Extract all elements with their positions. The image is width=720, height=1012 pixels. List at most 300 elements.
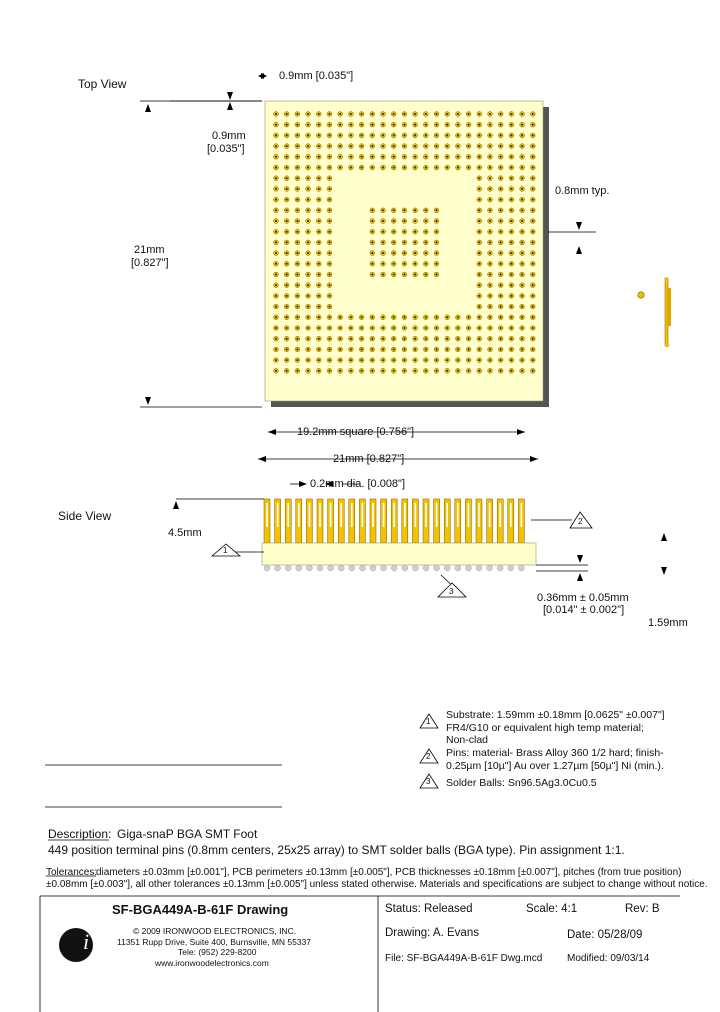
pin-center [468,124,470,126]
modified-field: Modified: 09/03/14 [567,953,650,964]
pin-center [489,231,491,233]
pin-center [532,306,534,308]
pin-center [436,145,438,147]
pin-center [436,231,438,233]
pin-center [425,145,427,147]
pin-center [307,327,309,329]
pin-center [382,252,384,254]
pin-center [275,274,277,276]
pin-center [489,370,491,372]
pin-center [329,241,331,243]
pin-center [478,370,480,372]
pin-center [500,209,502,211]
pin-center [296,370,298,372]
pin-center [329,359,331,361]
pin-center [532,209,534,211]
side-pin-slot [446,503,448,527]
pin-center [489,359,491,361]
pin-center [510,295,512,297]
side-pin-slot [521,503,523,527]
pin-center [478,316,480,318]
solder-ball [423,565,429,571]
pin-center [329,113,331,115]
pin-center [521,134,523,136]
pin-center [350,359,352,361]
pin-center [478,220,480,222]
side-pin-slot [362,503,364,527]
pin-center [371,241,373,243]
pin-center [350,348,352,350]
description-text: 449 position terminal pins (0.8mm centers, 25x25 array) to SMT solder balls (BGA type). Pin assignment 1:1. [48,843,625,857]
pin-center [457,145,459,147]
pin-center [468,167,470,169]
pin-center [414,209,416,211]
pin-center [446,145,448,147]
pin-center [468,348,470,350]
pin-center [318,252,320,254]
pin-center [500,156,502,158]
pin-center [414,145,416,147]
pin-center [500,241,502,243]
tolerances-label: Tolerances: [46,867,98,878]
pin-center [275,359,277,361]
pin-center [275,145,277,147]
pin-center [521,327,523,329]
pin-center [521,252,523,254]
side-pin-slot [309,503,311,527]
side-view-graphic [262,499,536,571]
pin-center [350,145,352,147]
pin-center [350,327,352,329]
pin-center [286,359,288,361]
pin-center [510,177,512,179]
pin-center [361,156,363,158]
side-pin-slot [436,503,438,527]
pin-center [414,316,416,318]
pin-center [275,284,277,286]
pin-center [382,167,384,169]
pin-center [296,274,298,276]
pin-center [371,167,373,169]
pin-center [521,338,523,340]
pin-center [489,145,491,147]
pin-center [286,274,288,276]
pin-center [382,209,384,211]
pin-center [275,263,277,265]
pin-center [403,241,405,243]
pin-center [521,241,523,243]
pin-center [382,241,384,243]
pin-center [382,348,384,350]
pin-center [457,338,459,340]
pin-center [446,124,448,126]
pin-center [532,188,534,190]
pin-center [382,156,384,158]
pin-center [403,327,405,329]
pin-center [521,124,523,126]
pin-center [318,327,320,329]
pin-center [393,338,395,340]
pin-center [414,167,416,169]
solder-ball [434,565,440,571]
pin-center [478,252,480,254]
pin-center [286,209,288,211]
pin-center [436,338,438,340]
pin-center [532,199,534,201]
drawing-title: SF-BGA449A-B-61F Drawing [112,902,289,917]
pin-center [361,348,363,350]
pin-center [318,134,320,136]
pin-center [510,306,512,308]
solder-ball [518,565,524,571]
pin-center [296,134,298,136]
pin-center [521,209,523,211]
pin-center [329,231,331,233]
pin-center [296,295,298,297]
description-title: Giga-snaP BGA SMT Foot [117,827,258,841]
website-line: www.ironwoodelectronics.com [155,958,269,968]
pin-center [500,134,502,136]
dim-height-side: 4.5mm [168,527,202,539]
solder-ball [338,565,344,571]
pin-center [275,316,277,318]
pin-center [371,263,373,265]
pin-center [318,156,320,158]
pin-center [393,241,395,243]
side-pin-slot [468,503,470,527]
pin-center [403,134,405,136]
pin-center [307,338,309,340]
solder-ball [487,565,493,571]
pin-center [478,209,480,211]
pin-center [489,199,491,201]
side-pin-slot [351,503,353,527]
pin-center [318,220,320,222]
date-field: Date: 05/28/09 [567,929,643,941]
pin-center [286,295,288,297]
pin-center [521,199,523,201]
pin-center [296,241,298,243]
side-pin-slot [425,503,427,527]
pin-center [318,359,320,361]
note-1-line-3: Non-clad [446,734,489,746]
pin-center [403,167,405,169]
pin-center [446,113,448,115]
pin-center [468,145,470,147]
pin-center [425,209,427,211]
pin-center [361,167,363,169]
pin-center [532,252,534,254]
pin-center [286,113,288,115]
pin-center [510,231,512,233]
pin-center [329,316,331,318]
pin-center [318,348,320,350]
pin-center [436,252,438,254]
pin-center [350,156,352,158]
pin-center [500,306,502,308]
pin-center [339,327,341,329]
pin-center [500,220,502,222]
pin-center [307,370,309,372]
side-balls [264,565,524,571]
solder-ball [508,565,514,571]
pin-center [510,188,512,190]
pin-center [371,370,373,372]
pin-center [510,316,512,318]
pin-center [521,274,523,276]
pin-center [489,209,491,211]
pin-center [286,241,288,243]
pin-center [296,231,298,233]
pin-center [446,370,448,372]
pin-center [468,370,470,372]
dim-square-label: 19.2mm square [0.756"] [297,426,415,438]
pin-center [382,124,384,126]
pin-center [371,220,373,222]
pin-center [510,134,512,136]
pin-center [500,145,502,147]
pin-center [436,274,438,276]
pin-center [436,167,438,169]
pin-center [532,327,534,329]
pin-center [329,306,331,308]
pin-center [446,359,448,361]
pin-center [436,156,438,158]
pin-center [425,220,427,222]
pin-center [382,220,384,222]
pin-center [382,359,384,361]
pin-center [296,209,298,211]
pin-center [532,231,534,233]
pin-center [361,327,363,329]
pin-center [403,338,405,340]
pin-center [436,359,438,361]
pin-center [286,327,288,329]
pin-center [403,348,405,350]
pin-center [307,220,309,222]
pin-center [361,359,363,361]
pin-center [329,263,331,265]
pin-center [275,231,277,233]
pin-center [510,199,512,201]
pin-center [403,370,405,372]
pin-center [478,338,480,340]
pin-center [425,263,427,265]
pin-center [307,316,309,318]
pin-center [371,145,373,147]
pin-center [286,167,288,169]
pin-center [500,199,502,201]
pin-center [329,348,331,350]
pin-center [478,263,480,265]
pin-center [457,167,459,169]
pin-center [329,252,331,254]
pin-center [286,177,288,179]
side-pin-slot [510,503,512,527]
pin-center [329,145,331,147]
pin-center [382,134,384,136]
pin-center [339,348,341,350]
side-pin-slot [298,503,300,527]
pin-center [307,241,309,243]
pin-center [436,124,438,126]
pin-center [275,124,277,126]
copyright-line: © 2009 IRONWOOD ELECTRONICS, INC. [133,926,297,936]
pin-center [403,252,405,254]
pin-center [307,145,309,147]
pin-center [436,316,438,318]
pin-center [521,220,523,222]
pin-center [296,145,298,147]
pin-center [500,188,502,190]
solder-ball [275,565,281,571]
pin-center [532,370,534,372]
pin-center [361,316,363,318]
pin-center [436,327,438,329]
pin-center [500,284,502,286]
solder-ball [317,565,323,571]
pin-center [500,124,502,126]
pin-center [329,156,331,158]
pin-center [382,327,384,329]
pin-center [329,124,331,126]
pin-center [457,113,459,115]
pin-center [339,370,341,372]
pin-center [425,167,427,169]
pin-center [489,241,491,243]
pin-center [510,167,512,169]
note-2-line-2: 0.25µm [10µ"] Au over 1.27µm [50µ"] Ni (min.). [446,760,664,772]
note-1-line-1: Substrate: 1.59mm ±0.18mm [0.0625" ±0.007"] [446,709,665,721]
pin-center [371,231,373,233]
pin-center [510,156,512,158]
pin-center [275,338,277,340]
pin-center [489,177,491,179]
pin-center [371,327,373,329]
drawn-by-field: Drawing: A. Evans [385,927,479,939]
side-view-arrows [173,481,667,581]
pin-center [532,295,534,297]
pin-center [532,359,534,361]
pin-center [510,124,512,126]
pin-center [500,274,502,276]
pin-center [350,167,352,169]
pin-center [371,209,373,211]
pin-center [446,316,448,318]
pin-center [500,252,502,254]
pin-center [307,156,309,158]
pin-center [393,145,395,147]
pin-center [532,241,534,243]
dim-width-label: 21mm [0.827"] [333,453,405,465]
pin-detail [638,278,671,347]
pin-center [318,209,320,211]
pin-center [403,274,405,276]
pin-center [275,209,277,211]
pin-center [414,156,416,158]
pin-center [318,338,320,340]
pin-center [414,124,416,126]
pin-center [296,167,298,169]
pin-center [425,274,427,276]
pin-center [468,316,470,318]
pin-center [393,124,395,126]
pin-center [275,188,277,190]
pin-center [307,252,309,254]
pin-center [296,220,298,222]
pin-center [275,252,277,254]
logo-letter: i [82,929,90,954]
pin-center [350,134,352,136]
pin-center [457,316,459,318]
pin-center [521,167,523,169]
status-field: Status: Released [385,903,473,915]
solder-ball [497,565,503,571]
pin-center [457,359,459,361]
pin-center [468,134,470,136]
pin-center [350,113,352,115]
pin-center [425,338,427,340]
pin-center [532,284,534,286]
pin-center [393,113,395,115]
pin-center [489,306,491,308]
pin-center [414,220,416,222]
pin-center [318,316,320,318]
pin-center [329,338,331,340]
pin-center [393,252,395,254]
pin-center [371,134,373,136]
address-line: 11351 Rupp Drive, Suite 400, Burnsville, MN 55337 [117,937,312,947]
pin-center [329,177,331,179]
dim-height-mm: 21mm [134,244,165,256]
pin-center [425,156,427,158]
pin-center [286,316,288,318]
pin-center [296,124,298,126]
pin-center [414,359,416,361]
pin-center [532,348,534,350]
pin-center [446,134,448,136]
pin-center [296,338,298,340]
pin-center [521,359,523,361]
pin-center [339,359,341,361]
solder-ball [412,565,418,571]
pin-center [436,220,438,222]
pin-center [489,252,491,254]
pin-center [371,338,373,340]
pin-center [318,113,320,115]
pin-center [478,241,480,243]
pin-center [532,124,534,126]
side-pin-slot [383,503,385,527]
pin-center [393,156,395,158]
pin-center [521,284,523,286]
pin-center [393,316,395,318]
pin-center [478,177,480,179]
pin-center [403,231,405,233]
pin-center [510,338,512,340]
pin-center [393,274,395,276]
pin-center [414,113,416,115]
pin-center [339,156,341,158]
pin-center [521,188,523,190]
pin-center [478,145,480,147]
note-2-line-1: Pins: material- Brass Alloy 360 1/2 hard; finish- [446,747,664,759]
pin-center [403,145,405,147]
pin-center [478,295,480,297]
pin-center [296,199,298,201]
pin-center [500,316,502,318]
pin-center [339,316,341,318]
